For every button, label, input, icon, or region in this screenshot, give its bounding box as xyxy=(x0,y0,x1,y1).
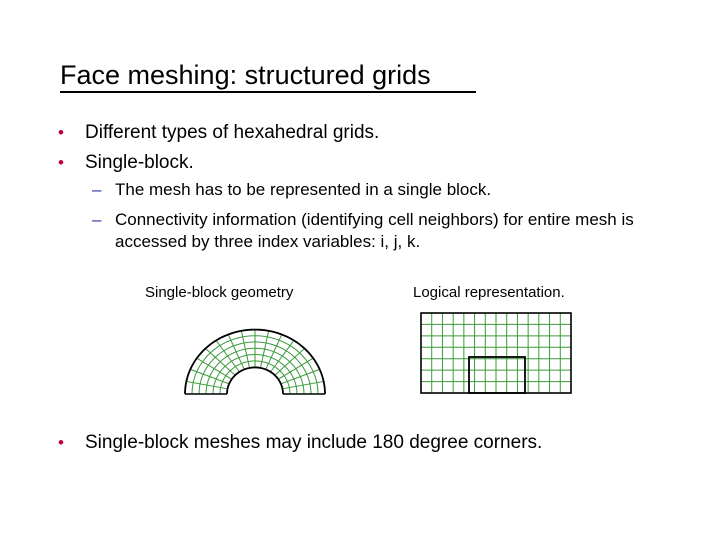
bullet-marker: • xyxy=(58,123,64,142)
sub-bullet-text-line2: accessed by three index variables: i, j, k. xyxy=(115,232,421,251)
bullet-text: Single-block. xyxy=(85,152,194,173)
title-underline xyxy=(60,91,476,93)
bullet-text: Different types of hexahedral grids. xyxy=(85,122,380,143)
logical-representation-figure xyxy=(420,312,574,394)
single-block-geometry-figure xyxy=(180,310,330,400)
annulus-grid-lines xyxy=(185,330,325,394)
bullet-text: Single-block meshes may include 180 degree corners. xyxy=(85,432,543,453)
caption-logical-representation: Logical representation. xyxy=(413,284,565,301)
logical-grid-hole-outline xyxy=(469,357,525,393)
inner-boundary xyxy=(227,367,283,394)
bullet-marker: • xyxy=(58,433,64,452)
sub-bullet-text: The mesh has to be represented in a single block. xyxy=(115,180,492,199)
sub-bullet-marker: – xyxy=(92,180,102,199)
bullet-marker: • xyxy=(58,153,64,172)
logical-grid-lines xyxy=(421,313,571,393)
slide-title: Face meshing: structured grids xyxy=(60,60,431,90)
sub-bullet-text-line1: Connectivity information (identifying cell neighbors) for entire mesh is xyxy=(115,210,634,229)
caption-single-block-geometry: Single-block geometry xyxy=(145,284,294,301)
sub-bullet-marker: – xyxy=(92,210,102,229)
